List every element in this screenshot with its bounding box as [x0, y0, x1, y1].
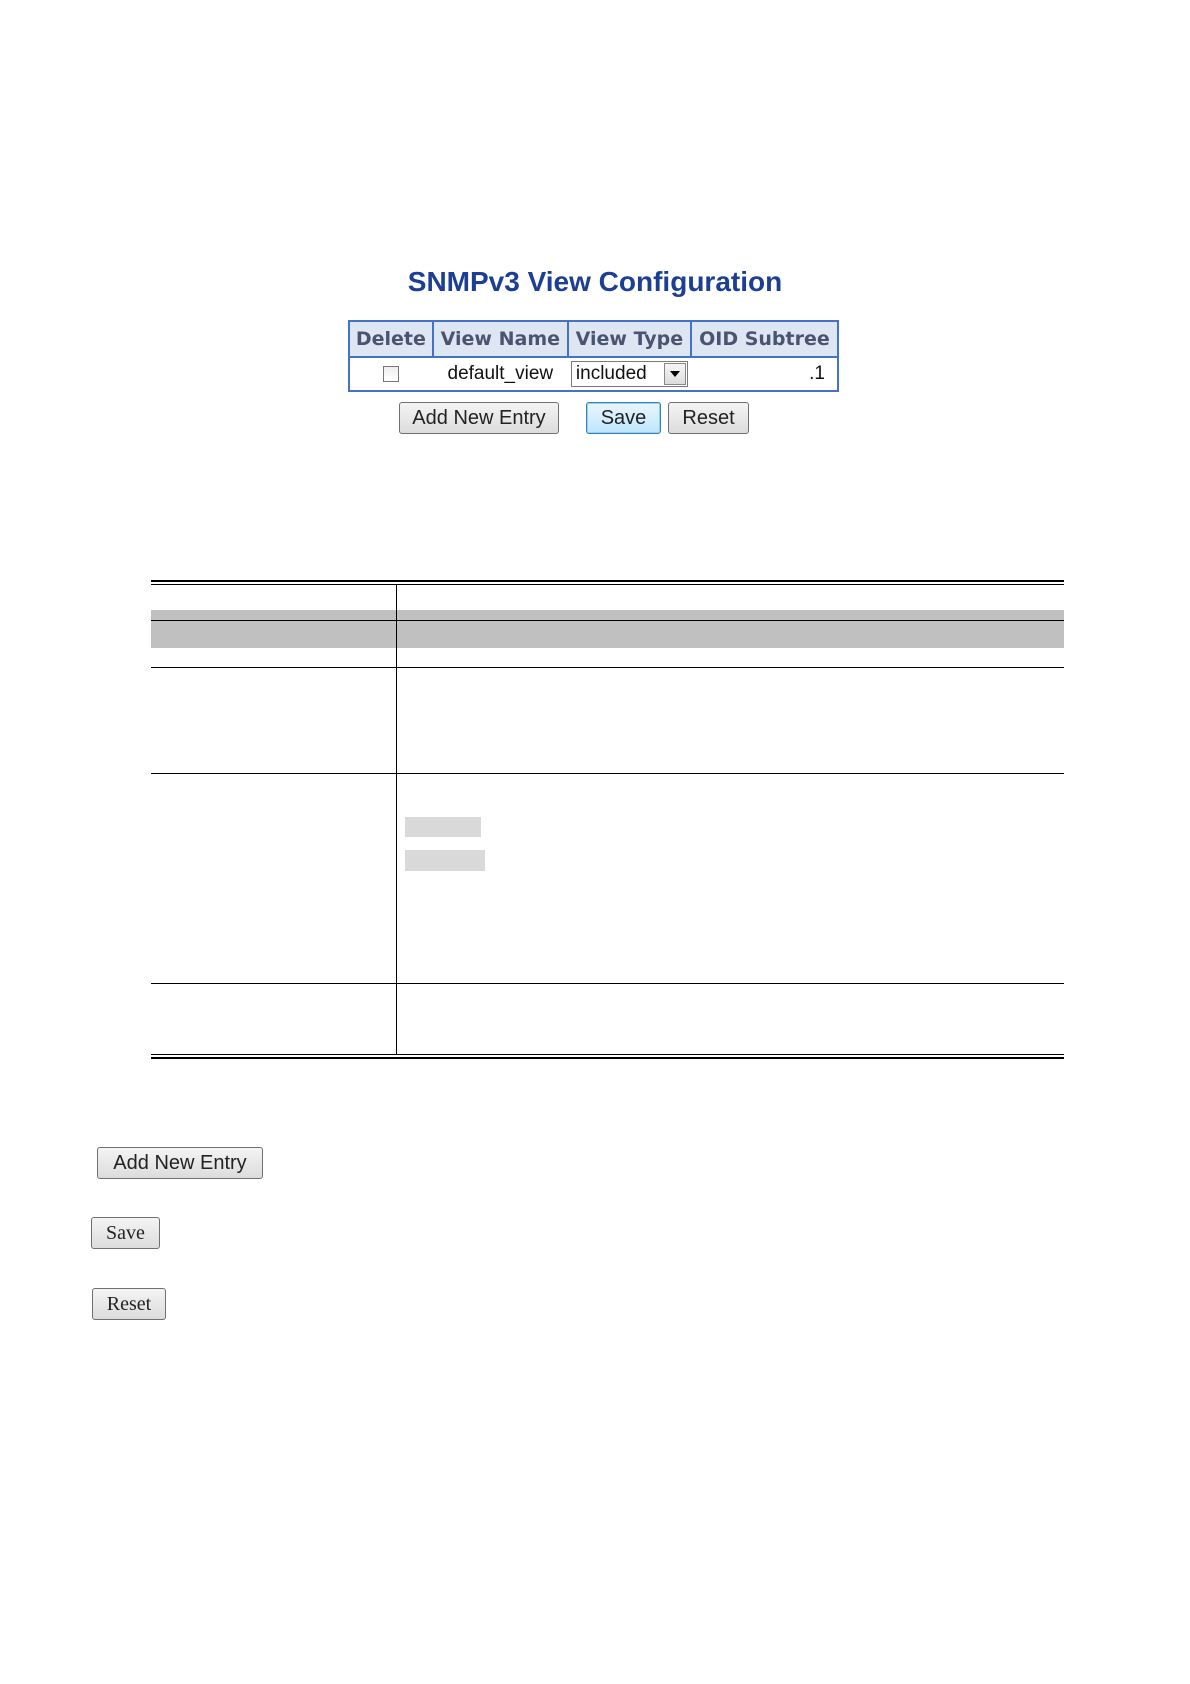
add-new-entry-button[interactable]: Add New Entry	[399, 402, 559, 434]
delete-cell	[349, 357, 433, 391]
reset-button[interactable]: Reset	[668, 402, 749, 434]
view-name-cell: default_view	[447, 363, 554, 384]
table-row	[349, 357, 838, 391]
legend-save-button[interactable]: Save	[91, 1217, 160, 1249]
description-table-header	[151, 610, 1064, 648]
highlight-chip	[405, 817, 481, 837]
dropdown-arrow-icon[interactable]	[664, 363, 686, 385]
header-oid-subtree: OID Subtree	[691, 321, 838, 357]
table-top-rule-thin	[151, 584, 1064, 585]
view-type-select[interactable]	[571, 361, 688, 387]
row-divider	[151, 773, 1064, 774]
legend-add-new-entry-button[interactable]: Add New Entry	[97, 1147, 263, 1179]
table-header-row	[349, 321, 838, 357]
header-delete: Delete	[349, 321, 433, 357]
header-bottom-rule	[151, 620, 1064, 621]
column-divider	[396, 584, 397, 1055]
row-divider	[151, 983, 1064, 984]
oid-subtree-cell: .1	[809, 363, 825, 384]
snmpv3-view-table	[348, 320, 839, 392]
page-title: SNMPv3 View Configuration	[407, 266, 783, 297]
highlight-chip	[405, 850, 485, 871]
header-view-name: View Name	[433, 321, 568, 357]
delete-checkbox[interactable]	[383, 366, 399, 382]
table-bottom-rule	[151, 1057, 1064, 1059]
row-divider	[151, 667, 1064, 668]
header-view-type: View Type	[568, 321, 691, 357]
view-type-value: included	[575, 363, 647, 384]
view-type-cell	[568, 357, 691, 391]
table-bottom-rule-thin	[151, 1054, 1064, 1055]
save-button[interactable]: Save	[586, 402, 661, 434]
legend-reset-button[interactable]: Reset	[92, 1288, 166, 1320]
table-top-rule	[151, 580, 1064, 582]
